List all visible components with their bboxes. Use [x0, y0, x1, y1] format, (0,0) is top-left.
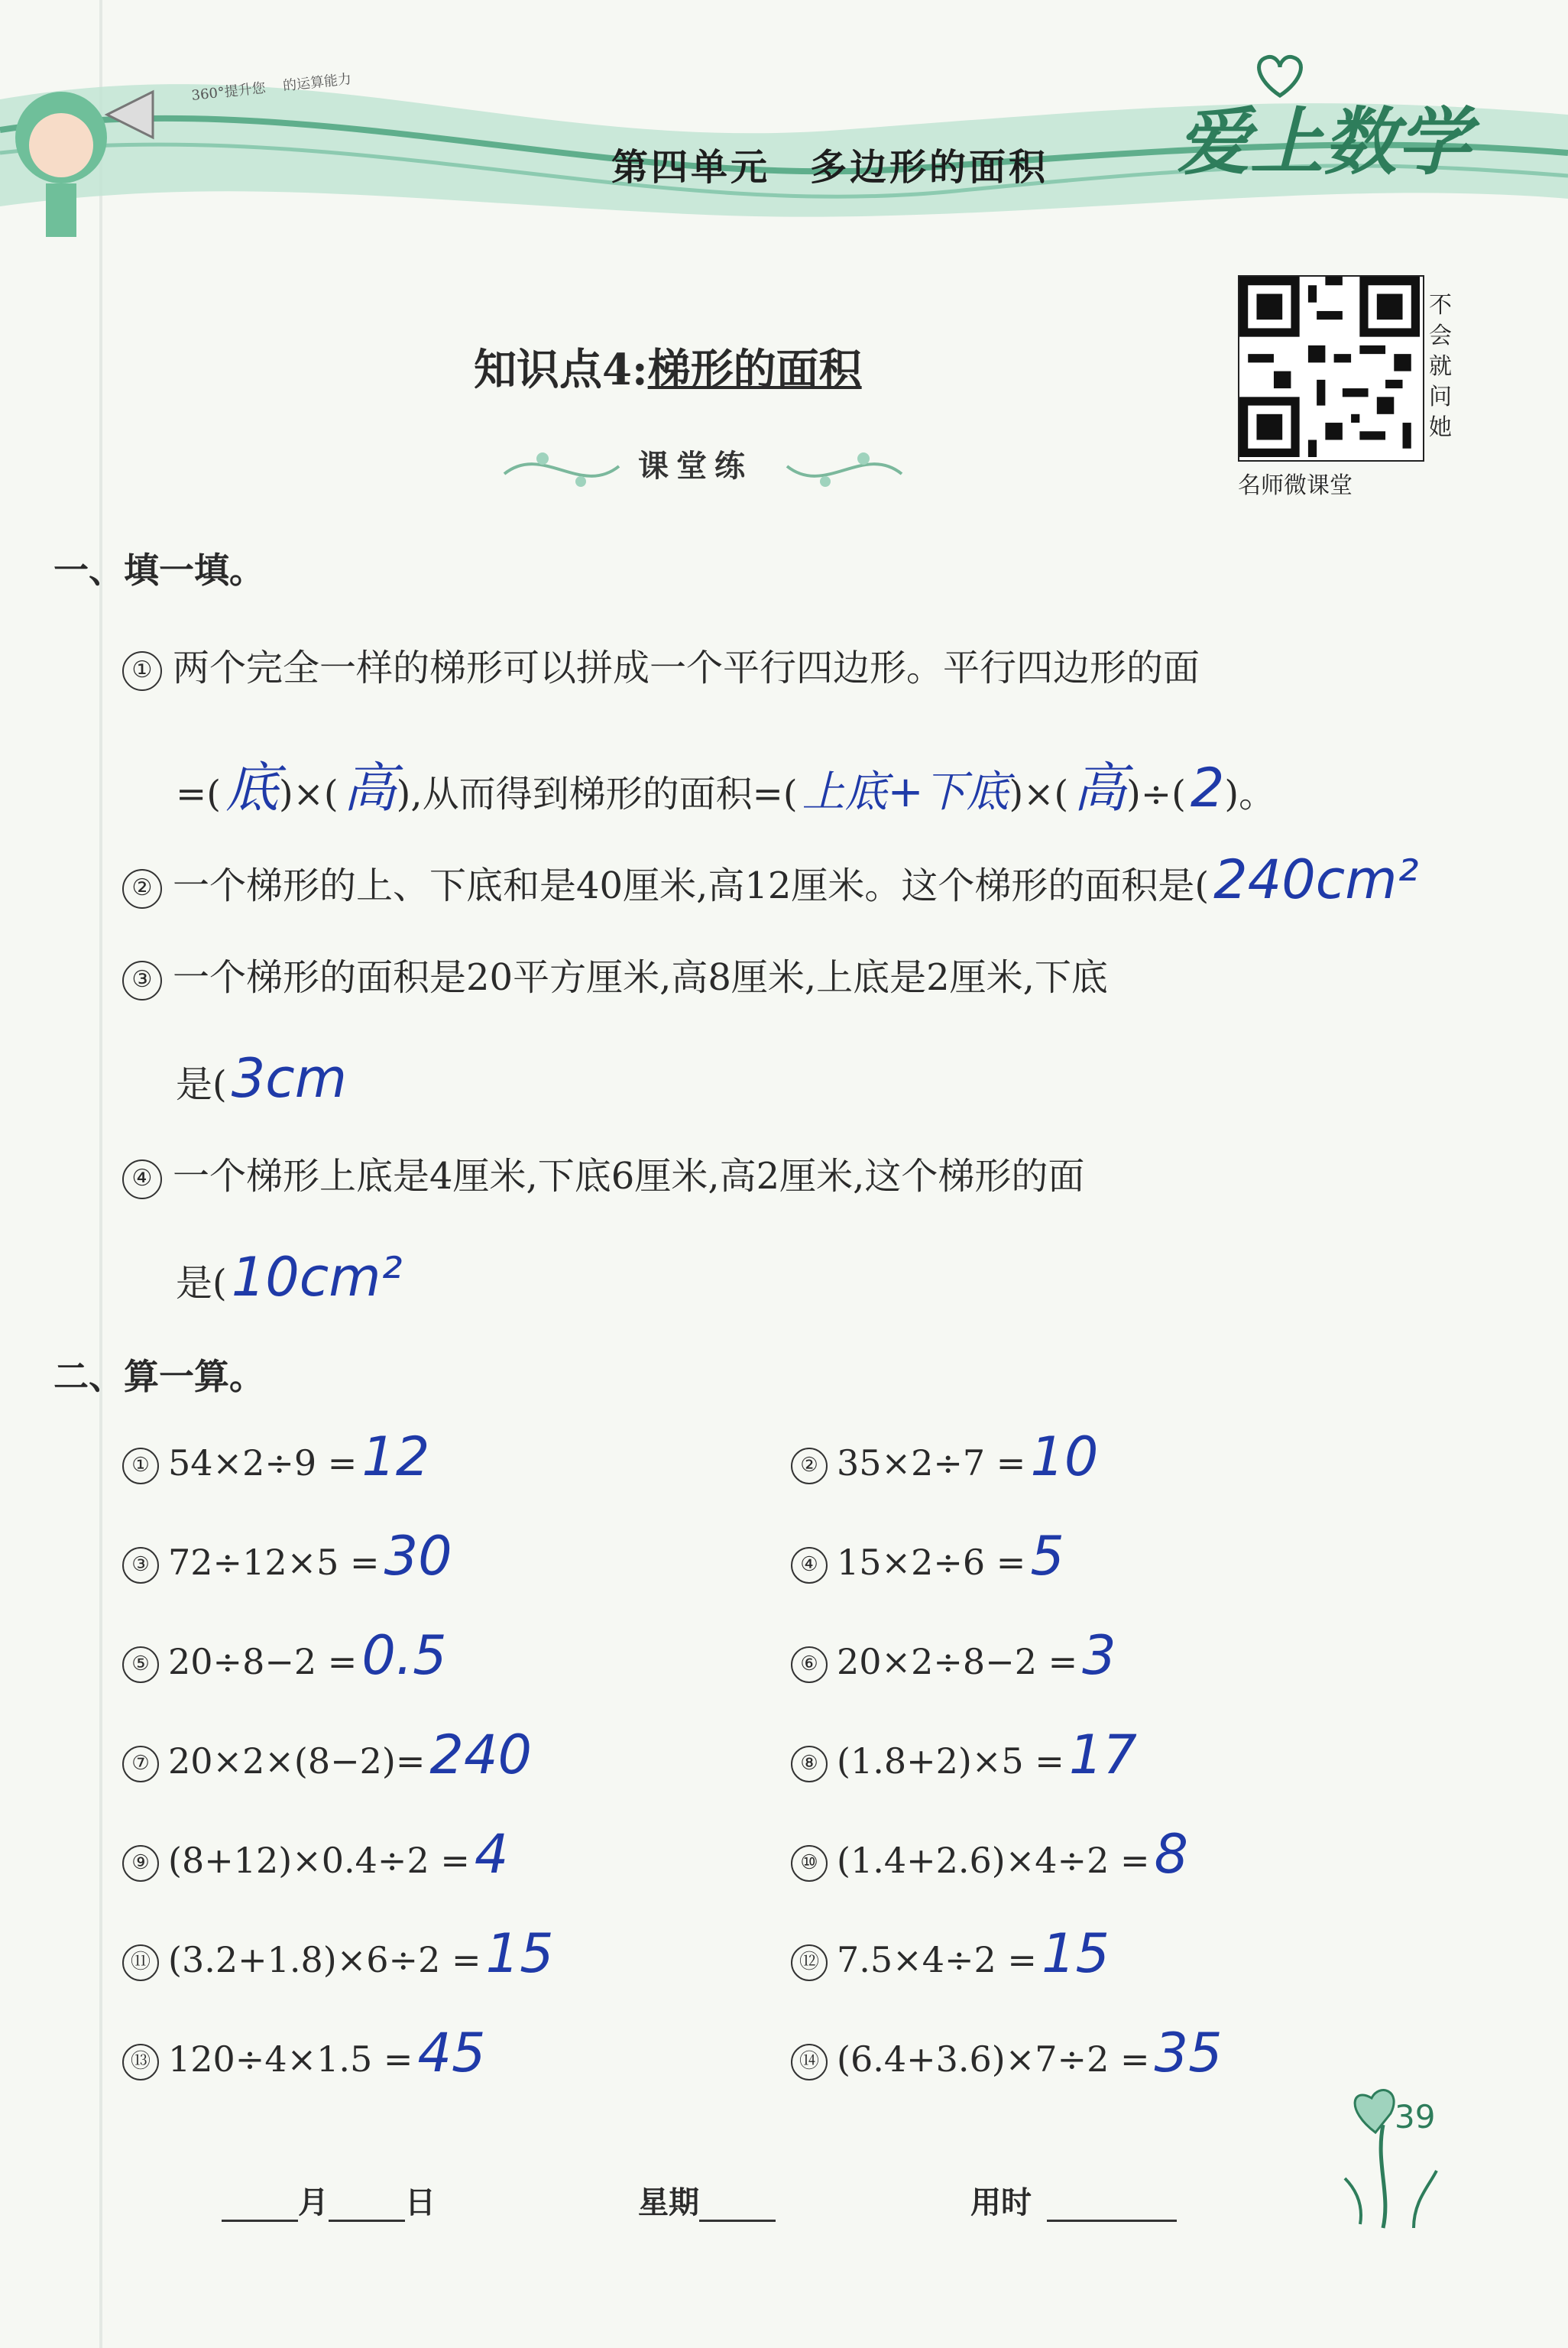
calc-expression: 7.5×4÷2 =: [837, 1939, 1037, 1980]
q4-text: 一个梯形上底是4厘米,下底6厘米,高2厘米,这个梯形的面: [173, 1155, 1085, 1198]
calc-answer[interactable]: 45: [417, 2022, 486, 2084]
q4-line2: [176, 1246, 403, 1309]
q1-text-b: )×(: [278, 773, 339, 816]
calc-answer[interactable]: 15: [1041, 1922, 1110, 1985]
q3-text: 一个梯形的面积是20平方厘米,高8厘米,上底是2厘米,下底: [173, 956, 1108, 999]
q4-number: ④: [122, 1159, 162, 1199]
q1-number: ①: [122, 651, 162, 691]
brand-logo: 爱上数学: [1177, 99, 1470, 185]
q3-number: ③: [122, 961, 162, 1000]
calc-expression: (8+12)×0.4÷2 =: [168, 1840, 470, 1881]
calc-item: [122, 1525, 452, 1587]
qr-side-text: 不会就问她: [1429, 292, 1452, 441]
practice-label: 课堂练: [638, 448, 753, 484]
q1-answer-3[interactable]: 上底+下底: [802, 767, 1009, 817]
q4-line1: [122, 1146, 1084, 1199]
section2-title: 二、算一算。: [53, 1356, 264, 1397]
calc-answer[interactable]: 240: [429, 1724, 533, 1786]
time-used-blank[interactable]: [1047, 2220, 1177, 2222]
calc-expression: (1.4+2.6)×4÷2 =: [837, 1840, 1150, 1881]
calc-number: ⑫: [791, 1944, 828, 1981]
calc-item: [791, 1724, 1137, 1786]
heart-icon: [1253, 54, 1307, 99]
calc-expression: 35×2÷7 =: [837, 1442, 1026, 1484]
calc-expression: 20÷8−2 =: [168, 1641, 358, 1682]
calc-expression: 20×2×(8−2)=: [168, 1740, 426, 1782]
q4-answer[interactable]: 10cm²: [231, 1246, 403, 1309]
q2-text: 一个梯形的上、下底和是40厘米,高12厘米。这个梯形的面积是(: [173, 864, 1210, 907]
calc-item: [122, 1922, 554, 1985]
calc-number: ⑩: [791, 1845, 828, 1882]
weekday-blank[interactable]: [699, 2220, 776, 2222]
q1-text-e: )÷(: [1126, 773, 1186, 816]
calc-expression: (6.4+3.6)×7÷2 =: [837, 2038, 1150, 2080]
calc-item: [791, 1525, 1064, 1587]
section1-title: 一、填一填。: [53, 550, 264, 591]
calc-number: ④: [791, 1547, 828, 1584]
weekday-label: 星期: [638, 2184, 699, 2220]
calc-item: [791, 1922, 1110, 1985]
calc-number: ⑧: [791, 1746, 828, 1782]
calc-expression: 20×2÷8−2 =: [837, 1641, 1078, 1682]
q1-text-c: ),从而得到梯形的面积=(: [396, 773, 798, 816]
calc-answer[interactable]: 5: [1030, 1525, 1064, 1587]
q1-answer-5[interactable]: 2: [1190, 757, 1225, 819]
calc-expression: (3.2+1.8)×6÷2 =: [168, 1939, 481, 1980]
q2-number: ②: [122, 869, 162, 909]
calc-number: ⑤: [122, 1646, 159, 1683]
calc-answer[interactable]: 17: [1068, 1724, 1137, 1786]
q3-answer[interactable]: 3cm: [231, 1047, 347, 1110]
calc-answer[interactable]: 3: [1082, 1624, 1116, 1687]
calc-answer[interactable]: 4: [474, 1823, 509, 1886]
slogan-right: 的运算能力: [282, 71, 352, 95]
calc-item: [791, 1823, 1188, 1886]
day-label: 日: [405, 2184, 436, 2220]
calc-answer[interactable]: 30: [384, 1525, 452, 1587]
q3-text-2: 是(: [176, 1063, 227, 1106]
day-blank[interactable]: [329, 2220, 405, 2222]
calc-answer[interactable]: 0.5: [361, 1624, 447, 1687]
calc-number: ⑪: [122, 1944, 159, 1981]
calc-answer[interactable]: 12: [361, 1425, 430, 1488]
calc-number: ⑨: [122, 1845, 159, 1882]
calc-item: [122, 1425, 429, 1488]
calc-expression: 72÷12×5 =: [168, 1542, 380, 1583]
calc-number: ⑭: [791, 2044, 828, 2080]
calc-item: [791, 2022, 1223, 2084]
qr-code[interactable]: [1238, 275, 1424, 462]
calc-answer[interactable]: 8: [1154, 1823, 1189, 1886]
qr-caption: 名师微课堂: [1238, 472, 1353, 499]
calc-answer[interactable]: 15: [485, 1922, 554, 1985]
qr-pattern-icon: [1239, 277, 1420, 457]
q1-text-f: )。: [1224, 773, 1276, 816]
page-number: 39: [1395, 2098, 1436, 2136]
calc-item: [122, 1823, 508, 1886]
unit-title: 第四单元 多边形的面积: [611, 146, 1049, 189]
q1-text-d: )×(: [1009, 773, 1069, 816]
calc-number: ⑥: [791, 1646, 828, 1683]
q3-line2: [176, 1047, 347, 1110]
calc-expression: (1.8+2)×5 =: [837, 1740, 1064, 1782]
q2-line: [122, 848, 1419, 911]
q1-line1: [122, 638, 1200, 691]
calc-item: [791, 1425, 1098, 1488]
calc-number: ⑬: [122, 2044, 159, 2080]
q1-text: 两个完全一样的梯形可以拼成一个平行四边形。平行四边形的面: [173, 647, 1200, 689]
footer-date: [222, 2178, 436, 2222]
q3-line1: [122, 948, 1108, 1000]
knowledge-point-prefix: 知识点4:: [474, 345, 648, 395]
knowledge-point-topic: 梯形的面积: [647, 345, 862, 395]
q1-answer-1[interactable]: 底: [225, 757, 279, 819]
calc-expression: 120÷4×1.5 =: [168, 2038, 413, 2080]
q4-text-2: 是(: [176, 1262, 227, 1305]
calc-number: ②: [791, 1448, 828, 1484]
q1-line2: [176, 745, 1275, 822]
page-fold-line: [99, 0, 102, 2348]
calc-answer[interactable]: 35: [1154, 2022, 1223, 2084]
calc-number: ①: [122, 1448, 159, 1484]
footer-weekday: [638, 2178, 776, 2222]
q1-answer-2[interactable]: 高: [342, 757, 397, 819]
q1-text-a: =(: [176, 773, 221, 816]
calc-number: ⑦: [122, 1746, 159, 1782]
knowledge-point-title: [474, 336, 862, 397]
calc-answer[interactable]: 10: [1030, 1425, 1099, 1488]
slogan-left: 360°提升您: [190, 79, 267, 104]
month-blank[interactable]: [222, 2220, 298, 2222]
calc-item: [791, 1624, 1116, 1687]
q1-answer-4[interactable]: 高: [1073, 757, 1127, 819]
calc-expression: 15×2÷6 =: [837, 1542, 1026, 1583]
footer-time: [970, 2178, 1177, 2222]
calc-item: [122, 1724, 532, 1786]
calc-item: [122, 2022, 486, 2084]
calc-item: [122, 1624, 447, 1687]
time-used-label: 用时: [970, 2184, 1032, 2220]
calc-number: ③: [122, 1547, 159, 1584]
calc-expression: 54×2÷9 =: [168, 1442, 358, 1484]
q2-answer[interactable]: 240cm²: [1213, 848, 1419, 911]
month-label: 月: [298, 2184, 329, 2220]
